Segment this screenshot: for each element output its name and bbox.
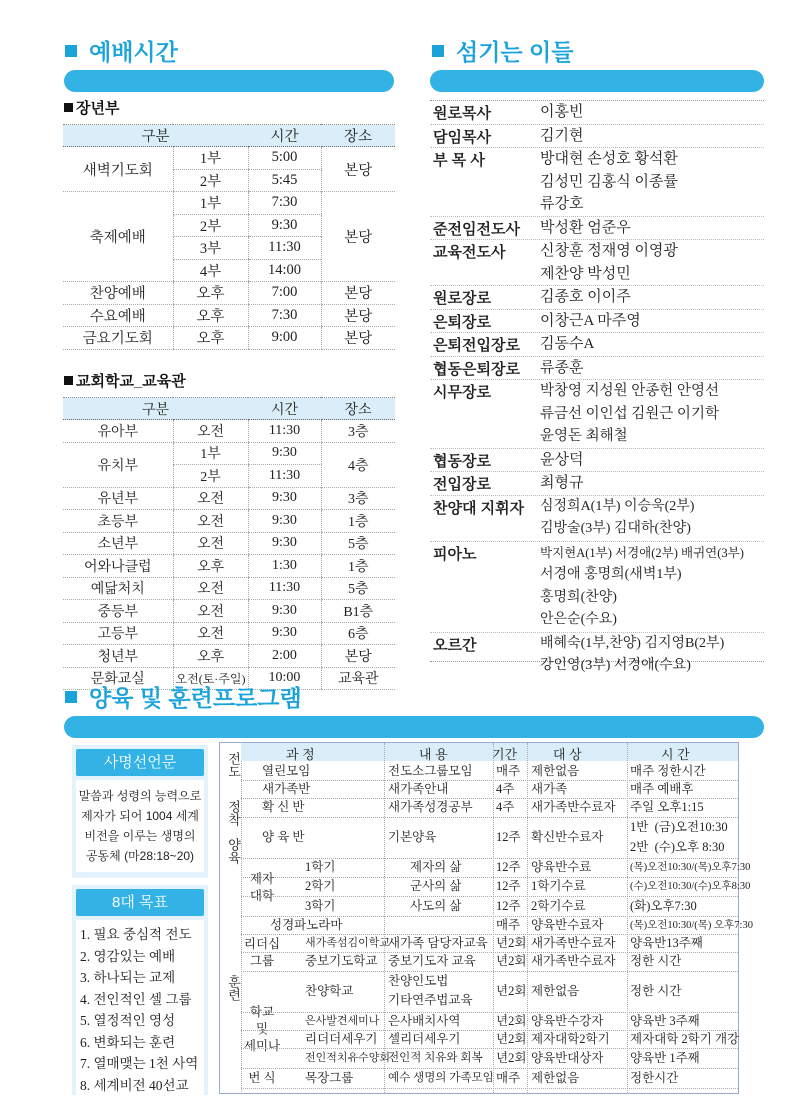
list-item: 7. 열매맺는 1천 사역: [80, 1056, 199, 1071]
course-content: 전인적 치유와 회복: [388, 1051, 483, 1064]
course-name: 확 신 반: [262, 800, 305, 814]
section-bullet-icon: [432, 45, 444, 57]
list-item: 8. 세계비전 40선교: [80, 1077, 189, 1093]
school-table: [63, 397, 395, 690]
table-row: 소년부 오전 9:30 5층: [63, 532, 395, 555]
list-item: 협동은퇴장로 류종훈: [430, 357, 764, 381]
course-target: 제한없음: [531, 1070, 580, 1085]
course-content: 예수 생명의 가족모임: [388, 1071, 494, 1084]
column-divider: [527, 743, 528, 1093]
list-item: 원로장로 김종호 이이주: [430, 286, 764, 310]
course-target: 2학기수료: [531, 898, 586, 913]
course-name: 3학기: [305, 898, 336, 913]
course-target: 제한없음: [531, 763, 580, 778]
training-section-title: 양육 및 훈련프로그램: [65, 680, 302, 713]
course-content: 은사배치사역: [388, 1013, 461, 1028]
course-period: 년2회: [496, 1013, 527, 1028]
course-content: 기타연주법교육: [388, 993, 473, 1007]
staff-section-title: 섬기는 이들: [432, 34, 573, 67]
course-name: 중보기도학교: [305, 954, 378, 968]
training-header-bar: [64, 716, 764, 738]
mission-panel: [72, 745, 208, 878]
course-content: 새가족성경공부: [388, 800, 473, 814]
table-row: 문화교실 오전(토·주일) 10:00 교육관: [63, 667, 395, 690]
staff-header-bar: [430, 70, 764, 92]
course-period: 년2회: [496, 1050, 527, 1065]
list-item: 6. 변화되는 훈련: [80, 1034, 176, 1050]
list-item: 원로목사 이홍빈: [430, 101, 764, 125]
list-item: 협동장로 윤상덕: [430, 449, 764, 473]
course-name: 목장그룹: [305, 1070, 354, 1085]
group-label: 제자 대학: [249, 872, 275, 903]
course-target: 제자대학2학기: [531, 1031, 610, 1046]
course-content: 전도소그룹모임: [388, 763, 473, 778]
course-time: 1반 (금)오전10:30: [630, 820, 728, 834]
course-target: 새가족: [531, 781, 568, 796]
course-time: 정한 시간: [630, 984, 682, 998]
table-row: 새벽기도회 1부 5:00 본당: [63, 147, 395, 170]
goals-panel: [72, 885, 208, 1095]
course-content: 중보기도자 교육: [388, 954, 476, 968]
table-row: 고등부 오전 9:30 6층: [63, 622, 395, 645]
course-name: 성경파노라마: [270, 917, 343, 932]
course-time: 양육반 1주째: [630, 1050, 700, 1065]
list-item: 2. 영감있는 예배: [80, 948, 176, 964]
table-row: 3부 11:30: [63, 237, 395, 260]
list-item: 은퇴장로 이창근A 마주영: [430, 310, 764, 334]
list-item: 3. 하나되는 교제: [80, 970, 176, 985]
adult-worship-table: [63, 124, 395, 350]
course-target: 양육반수강자: [531, 1013, 604, 1028]
list-item: 시무장로 박창영 지성원 안종헌 안영선 류금선 이인섭 김원근 이기학 윤영돈 최해철: [430, 380, 764, 449]
group-label: 리더십 그룹: [243, 936, 281, 968]
row-divider: [241, 971, 738, 972]
table-row: 2부 5:45: [63, 169, 395, 192]
list-item: 4. 전인적인 셀 그룹: [80, 991, 192, 1007]
course-time: (목)오전10:30/(목) 오후7:30: [630, 919, 753, 931]
side-label-nurture: 양육: [226, 838, 241, 864]
course-name: 2학기: [305, 879, 336, 893]
table-row: 유년부 오전 9:30 3층: [63, 487, 395, 510]
course-period: 12주: [496, 898, 521, 913]
course-name: 열린모임: [262, 763, 311, 778]
course-time: 제자대학 2학기 개강: [630, 1031, 740, 1046]
table-row: 2부 9:30: [63, 214, 395, 237]
course-time: 정한 시간: [630, 954, 682, 968]
group-label: 학교 및 세미나: [243, 1005, 281, 1053]
course-period: 12주: [496, 879, 521, 893]
course-content: 제자의 삶: [410, 860, 462, 874]
course-content: 찬양인도법: [388, 974, 449, 988]
course-target: 새가족반수료자: [531, 800, 616, 814]
course-time: 주일 오후1:15: [630, 800, 704, 814]
course-period: 매주: [496, 763, 521, 778]
course-period: 년2회: [496, 954, 527, 968]
table-row: 어와나클럽 오후 1:30 1층: [63, 555, 395, 578]
table-row: 4부 14:00: [63, 259, 395, 282]
course-name: 찬양학교: [305, 984, 354, 998]
course-name: 양 육 반: [262, 830, 305, 844]
course-target: 제한없음: [531, 984, 580, 998]
course-period: 년2회: [496, 984, 527, 998]
group-label: 번 식: [248, 1070, 276, 1085]
table-row: 축제예배 1부 7:30 본당: [63, 192, 395, 215]
course-time: 양육반13주째: [630, 935, 703, 950]
course-time: (목)오전10:30/(목)오후7:30: [630, 862, 751, 873]
side-label-evangelism: 전도: [226, 752, 241, 778]
course-time: 양육반 3주째: [630, 1013, 700, 1028]
list-item: 담임목사 김기현: [430, 125, 764, 149]
table-header: 구분 시간 장소: [63, 398, 395, 420]
course-name: 리더더세우기: [305, 1031, 378, 1046]
goals-list: [76, 920, 204, 1100]
course-target: 새가족반수료자: [531, 935, 616, 950]
mission-title: 사명선언문: [76, 749, 204, 776]
list-item: 준전임전도사 박성환 엄준우: [430, 217, 764, 241]
table-row: 2부 11:30: [63, 465, 395, 488]
goals-title: 8대 목표: [76, 889, 204, 916]
course-target: 새가족반수료자: [531, 954, 616, 968]
course-name: 새가족반: [262, 781, 311, 796]
side-label-training: 훈련: [226, 975, 241, 1001]
row-divider: [241, 1088, 738, 1089]
row-divider: [241, 817, 738, 818]
worship-section-title: 예배시간: [65, 34, 178, 67]
square-bullet-icon: [64, 376, 73, 385]
column-divider: [493, 743, 494, 1093]
table-row: 청년부 오후 2:00 본당: [63, 645, 395, 668]
table-row: 유아부 오전 11:30 3층: [63, 420, 395, 443]
list-item: 5. 열정적인 영성: [80, 1013, 176, 1028]
table-header: 구분 시간 장소: [63, 125, 395, 147]
side-label-settle: 정착: [226, 800, 241, 826]
course-target: 양육반수료: [531, 860, 592, 874]
column-divider: [384, 743, 385, 1093]
course-time: 매주 정한시간: [630, 763, 706, 778]
list-item: 오르간 배혜숙(1부,찬양) 김지영B(2부) 강인영(3부) 서경애(수요): [433, 635, 725, 673]
section-bullet-icon: [65, 691, 77, 703]
course-period: 4주: [496, 800, 515, 814]
table-row: 금요기도회 오후 9:00 본당: [63, 327, 395, 350]
youth-subtitle: 장년부: [64, 97, 119, 118]
list-item: 부 목 사 방대현 손성호 황석환 김성민 김홍식 이종률 류강호: [430, 148, 764, 217]
table-row: 초등부 오전 9:30 1층: [63, 510, 395, 533]
course-period: 년2회: [496, 1031, 527, 1046]
course-period: 12주: [496, 830, 521, 844]
list-item: 찬양대 지휘자 심정희A(1부) 이승욱(2부) 김방술(3부) 김대하(찬양): [430, 496, 764, 542]
school-subtitle: 교회학교_교육관: [64, 370, 186, 391]
course-content: 셀리더세우기: [388, 1031, 461, 1046]
course-content: 기본양육: [388, 830, 437, 844]
course-name: 새가족섬김이학교: [305, 936, 391, 949]
course-time: 2반 (수)오후 8:30: [630, 840, 725, 854]
course-name: 은사발견세미나: [305, 1014, 380, 1027]
worship-header-bar: [64, 70, 394, 92]
list-item: 은퇴전입장로 김동수A: [430, 333, 764, 357]
course-time: 매주 예배후: [630, 781, 694, 796]
course-content: 새가족안내: [388, 781, 449, 796]
course-target: 양육반수료자: [531, 917, 604, 932]
course-time: (수)오전10:30/(수)오후8:30: [630, 881, 751, 892]
course-period: 매주: [496, 917, 521, 932]
course-content: 사도의 삶: [410, 898, 462, 913]
mission-text: 말씀과 성령의 능력으로 제자가 되어 1004 세계 비전을 이루는 생명의 공동체 (마28:18~20): [76, 780, 204, 872]
course-target: 1학기수료: [531, 879, 586, 893]
course-period: 매주: [496, 1070, 521, 1085]
column-divider: [627, 743, 628, 1093]
staff-list: [430, 100, 764, 673]
list-item: 1. 필요 중심적 전도: [80, 927, 192, 942]
course-period: 4주: [496, 781, 515, 796]
list-item: 피아노 박지현A(1부) 서경애(2부) 배귀연(3부) 서경애 홍명희(새벽1부) 홍명희(찬양) 안은순(수요): [430, 542, 764, 633]
course-name: 전인적치유수양회: [305, 1051, 391, 1064]
list-item: 교육전도사 신창훈 정재영 이영광 제찬양 박성민: [430, 240, 764, 286]
table-row: 찬양예배 오후 7:00 본당: [63, 282, 395, 305]
table-row: 예닮처치 오전 11:30 5층: [63, 577, 395, 600]
course-content: 새가족 담당자교육: [388, 935, 488, 950]
course-period: 년2회: [496, 935, 527, 950]
square-bullet-icon: [64, 103, 73, 112]
course-target: 확신반수료자: [531, 830, 604, 844]
training-table-header: 과 정 내 용 기간 대 상 시 간: [241, 743, 738, 761]
course-content: 군사의 삶: [410, 879, 462, 893]
table-row: 수요예배 오후 7:30 본당: [63, 304, 395, 327]
course-time: 정한시간: [630, 1070, 679, 1085]
course-target: 양육반대상자: [531, 1050, 604, 1065]
table-row: 중등부 오전 9:30 B1층: [63, 600, 395, 623]
list-item: 전입장로 최형규: [430, 472, 764, 496]
course-name: 1학기: [305, 860, 336, 874]
table-row: 유치부 1부 9:30 4층: [63, 442, 395, 465]
section-bullet-icon: [65, 45, 77, 57]
course-time: (화)오후7:30: [630, 898, 697, 913]
course-period: 12주: [496, 860, 521, 874]
